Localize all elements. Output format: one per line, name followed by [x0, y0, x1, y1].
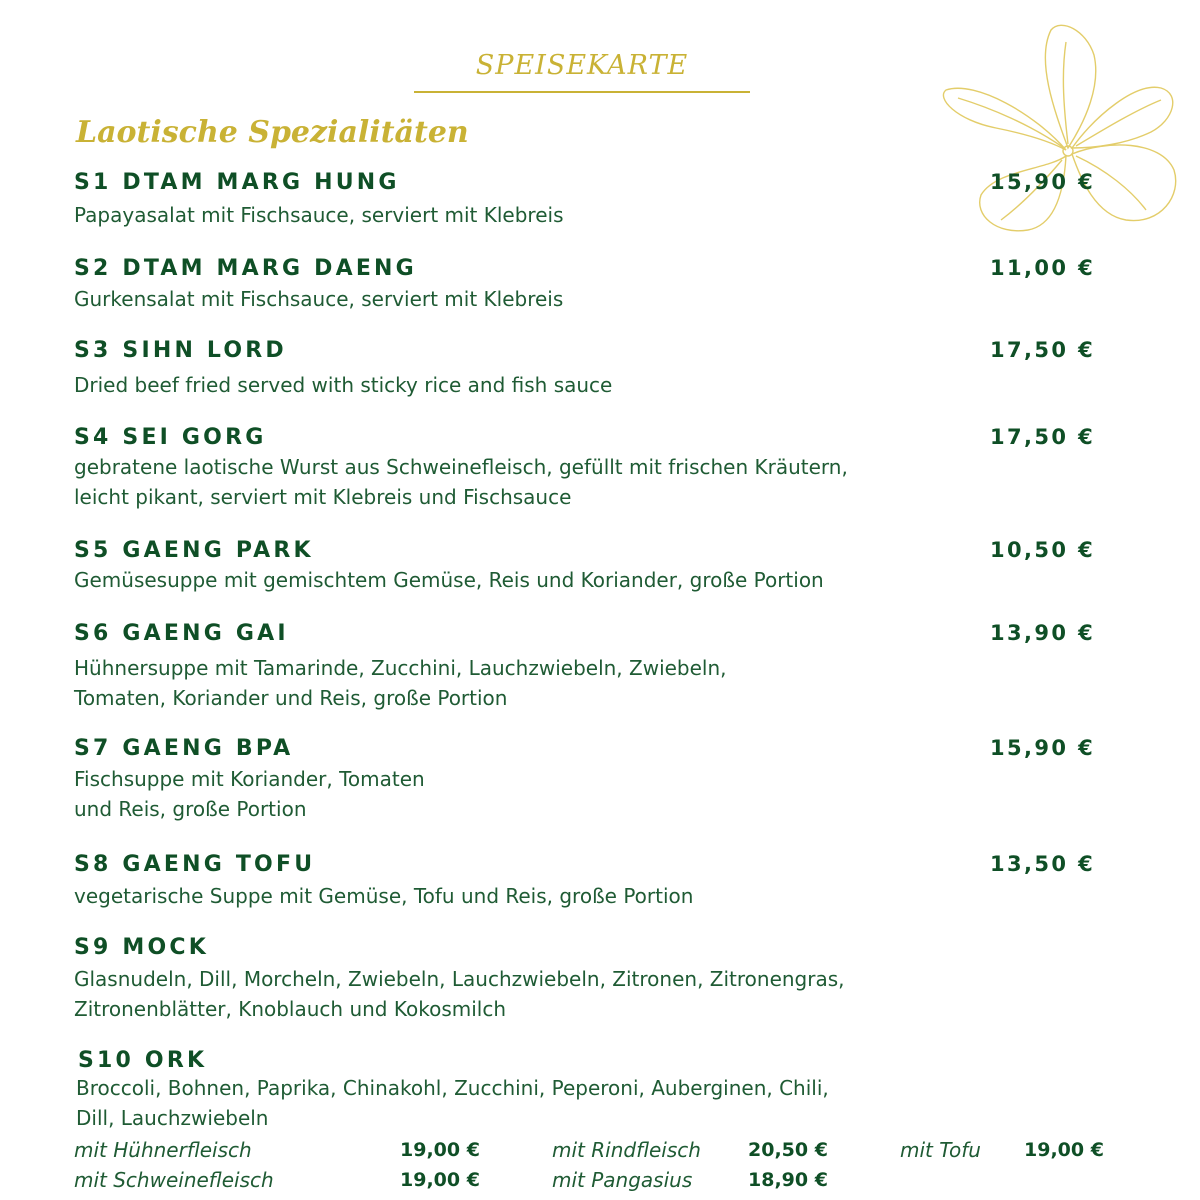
menu-item-description [74, 764, 425, 824]
description-line: gebratene laotische Wurst aus Schweinefleisch, gefüllt mit frischen Kräutern, [74, 455, 848, 479]
section-title: Laotische Spezialitäten [76, 115, 469, 150]
variant-label: mit Rindfleisch [552, 1138, 701, 1162]
menu-header-title: SPEISEKARTE [475, 50, 689, 81]
menu-item-name: S1 DTAM MARG HUNG [74, 170, 400, 195]
menu-item-description [74, 284, 563, 314]
menu-item-price: 17,50 € [990, 338, 1096, 362]
description-line: und Reis, große Portion [74, 797, 307, 821]
menu-item-price: 10,50 € [990, 538, 1096, 562]
description-line: Tomaten, Koriander und Reis, große Portion [74, 686, 508, 710]
description-line: leicht pikant, serviert mit Klebreis und Fischsauce [74, 485, 572, 509]
menu-item-name: S7 GAENG BPA [74, 736, 294, 761]
menu-item-price: 15,90 € [990, 736, 1096, 760]
description-line: Gemüsesuppe mit gemischtem Gemüse, Reis und Koriander, große Portion [74, 568, 824, 592]
menu-item-description [74, 964, 845, 1024]
header-divider [414, 91, 750, 93]
description-line: Glasnudeln, Dill, Morcheln, Zwiebeln, Lauchzwiebeln, Zitronen, Zitronengras, [74, 967, 845, 991]
description-line: Zitronenblätter, Knoblauch und Kokosmilch [74, 997, 507, 1021]
description-line: Broccoli, Bohnen, Paprika, Chinakohl, Zucchini, Peperoni, Auberginen, Chili, [76, 1076, 829, 1100]
description-line: Hühnersuppe mit Tamarinde, Zucchini, Lauchzwiebeln, Zwiebeln, [74, 656, 727, 680]
menu-item-name: S8 GAENG TOFU [74, 852, 316, 877]
menu-item-name: S9 MOCK [74, 935, 209, 960]
menu-item-name: S2 DTAM MARG DAENG [74, 256, 417, 281]
variant-price: 19,00 € [400, 1139, 480, 1161]
description-line: Fischsuppe mit Koriander, Tomaten [74, 767, 425, 791]
menu-item-description [74, 452, 848, 512]
description-line: Dried beef fried served with sticky rice and fish sauce [74, 373, 613, 397]
menu-item-price: 15,90 € [990, 170, 1096, 194]
menu-item-description [74, 200, 564, 230]
menu-item-name: S4 SEI GORG [74, 425, 267, 450]
menu-item-price: 13,90 € [990, 621, 1096, 645]
menu-item-price: 11,00 € [990, 256, 1096, 280]
menu-item-name: S10 ORK [78, 1048, 208, 1073]
menu-item-description [76, 1073, 829, 1133]
variant-price: 18,90 € [748, 1169, 828, 1191]
description-line: Gurkensalat mit Fischsauce, serviert mit Klebreis [74, 287, 564, 311]
description-line: Dill, Lauchzwiebeln [76, 1106, 269, 1130]
menu-item-name: S3 SIHN LORD [74, 338, 287, 363]
menu-item-name: S6 GAENG GAI [74, 621, 289, 646]
variant-price: 19,00 € [400, 1169, 480, 1191]
variant-price: 19,00 € [1024, 1139, 1104, 1161]
plumeria-flower-outline-icon [936, 20, 1184, 238]
variant-price: 20,50 € [748, 1139, 828, 1161]
variant-label: mit Schweinefleisch [74, 1168, 274, 1192]
variant-label: mit Pangasius [552, 1168, 693, 1192]
menu-item-price: 17,50 € [990, 425, 1096, 449]
variant-label: mit Hühnerfleisch [74, 1138, 252, 1162]
menu-item-description [74, 881, 693, 911]
menu-item-name: S5 GAENG PARK [74, 538, 314, 563]
menu-item-price: 13,50 € [990, 852, 1096, 876]
variant-label: mit Tofu [900, 1138, 981, 1162]
menu-item-description [74, 653, 727, 713]
menu-item-description [74, 370, 612, 400]
variant-price-list [0, 1134, 1200, 1198]
description-line: Papayasalat mit Fischsauce, serviert mit Klebreis [74, 203, 564, 227]
description-line: vegetarische Suppe mit Gemüse, Tofu und Reis, große Portion [74, 884, 694, 908]
menu-item-description [74, 565, 824, 595]
